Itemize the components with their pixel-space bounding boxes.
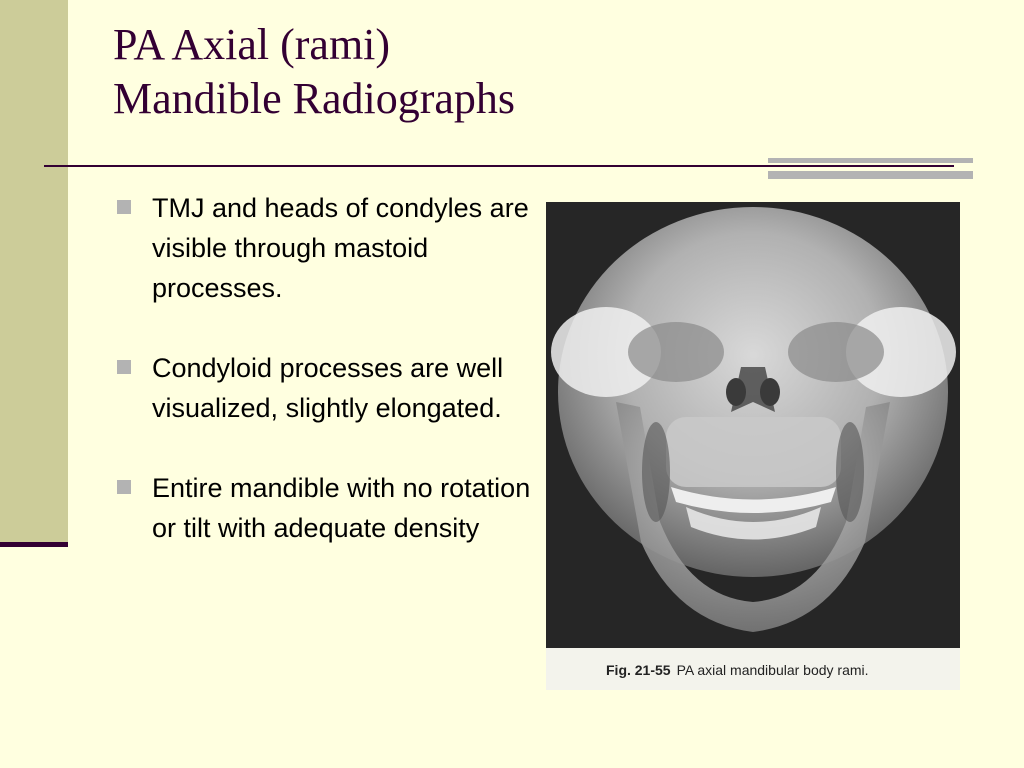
skull-radiograph-image	[546, 202, 960, 648]
left-decorative-band	[0, 0, 68, 545]
title-divider	[44, 165, 954, 167]
figure-caption	[606, 662, 869, 678]
title-accent-bar-bottom	[768, 171, 973, 179]
bullet-item	[115, 348, 535, 428]
slide-title	[113, 18, 515, 126]
figure-caption-label: Fig. 21-55	[606, 662, 671, 678]
bullet-list	[115, 188, 535, 588]
square-bullet-icon	[117, 480, 131, 494]
figure-caption-text: PA axial mandibular body rami.	[676, 662, 869, 678]
slide-title-line-2: Mandible Radiographs	[113, 74, 516, 123]
square-bullet-icon	[117, 200, 131, 214]
bullet-text: TMJ and heads of condyles are visible through mastoid processes.	[152, 193, 529, 303]
square-bullet-icon	[117, 360, 131, 374]
bullet-item	[115, 468, 535, 548]
bullet-item	[115, 188, 535, 308]
bullet-text: Entire mandible with no rotation or tilt with adequate density	[152, 473, 531, 543]
left-band-divider	[0, 542, 68, 547]
bullet-text: Condyloid processes are well visualized, slightly elongated.	[152, 353, 504, 423]
radiograph-figure	[546, 202, 960, 690]
title-accent-bar-top	[768, 158, 973, 163]
skull-xray-illustration	[546, 202, 960, 648]
slide-title-line-1: PA Axial (rami)	[113, 20, 391, 69]
